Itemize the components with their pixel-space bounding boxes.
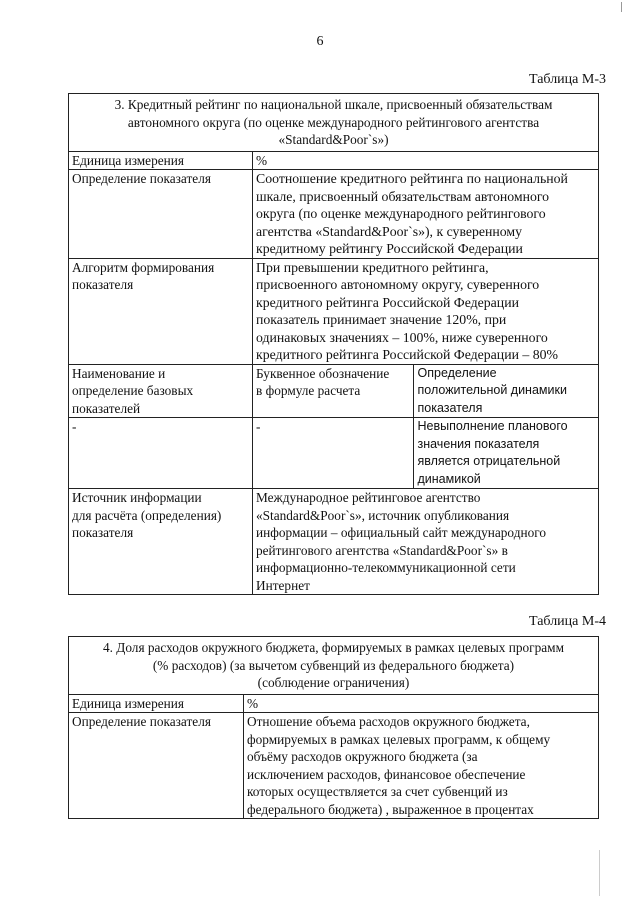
definition-label: Определение показателя <box>69 170 253 259</box>
base-indicators-label: Наименование и определение базовых показателей <box>69 364 253 418</box>
table-m4-definition-row <box>69 713 599 819</box>
negative-dynamics-inner <box>253 418 598 488</box>
scan-mark <box>599 850 600 896</box>
table-m4-caption: Таблица М-4 <box>529 614 606 629</box>
unit-label: Единица измерения <box>69 694 244 713</box>
definition-text: Соотношение кредитного рейтинга по национальной шкале, присвоенный обязательствам автономного округа (по оценке международного рейтингового агентства «Standard&Poor`s»), к суверенному кредитному рейтингу Российской Федерации <box>253 170 599 259</box>
table-m3-algorithm-row <box>69 258 599 364</box>
negative-dynamics-cell <box>253 418 599 489</box>
unit-value: % <box>253 151 599 170</box>
source-text: Международное рейтинговое агентство «Standard&Poor`s», источник опубликования информации – официальный сайт международного рейтингового агентства «Standard&Poor`s» в информационно-телекоммуникационной сети Интернет <box>253 489 599 595</box>
dash-cell-2: - <box>253 418 413 488</box>
table-m3-definition-row <box>69 170 599 259</box>
unit-label: Единица измерения <box>69 151 253 170</box>
dash-cell-1: - <box>69 418 253 489</box>
source-label: Источник информации для расчёта (определения) показателя <box>69 489 253 595</box>
letter-designation-header: Буквенное обозначение в формуле расчета <box>253 365 413 418</box>
page-number: 6 <box>316 34 324 49</box>
table-m3-unit-row <box>69 151 599 170</box>
definition-label: Определение показателя <box>69 713 244 819</box>
table-m4-title-row <box>69 637 599 695</box>
algorithm-label: Алгоритм формирования показателя <box>69 258 253 364</box>
table-m3-title-row <box>69 94 599 152</box>
definition-text: Отношение объема расходов окружного бюджета, формируемых в рамках целевых программ, к общему объёму расходов окружного бюджета (за исключением расходов, финансовое обеспечение которых осуществляется за счет субвенций из федерального бюджета) , выраженное в процентах <box>244 713 599 819</box>
table-m3-base-row <box>69 364 599 418</box>
table-m3-caption: Таблица М-3 <box>529 72 606 87</box>
positive-dynamics-header: Определение положительной динамики показателя <box>417 365 567 415</box>
scan-mark <box>621 2 622 12</box>
table-m3 <box>68 93 599 595</box>
base-indicators-inner <box>253 365 598 418</box>
algorithm-text: При превышении кредитного рейтинга, присвоенного автономному округу, суверенного кредитного рейтинга Российской Федерации показатель принимает значение 120%, при одинаковых значениях – 100%, ниже суверенного кредитного рейтинга Российской Федерации – 80% <box>253 258 599 364</box>
base-indicators-cell <box>253 364 599 418</box>
table-m4-unit-row <box>69 694 599 713</box>
table-m3-source-row <box>69 489 599 595</box>
unit-value: % <box>244 694 599 713</box>
table-m4 <box>68 636 599 819</box>
table-m3-negative-row <box>69 418 599 489</box>
table-m4-title: 4. Доля расходов окружного бюджета, формируемых в рамках целевых программ (% расходов) (за вычетом субвенций из федерального бюджета) (соблюдение ограничения) <box>69 637 599 695</box>
table-m3-title: 3. Кредитный рейтинг по национальной шкале, присвоенный обязательствам автономного округа (по оценке международного рейтингового агентства «Standard&Poor`s») <box>69 94 599 152</box>
negative-dynamics-text: Невыполнение планового значения показателя является отрицательной динамикой <box>417 419 568 486</box>
